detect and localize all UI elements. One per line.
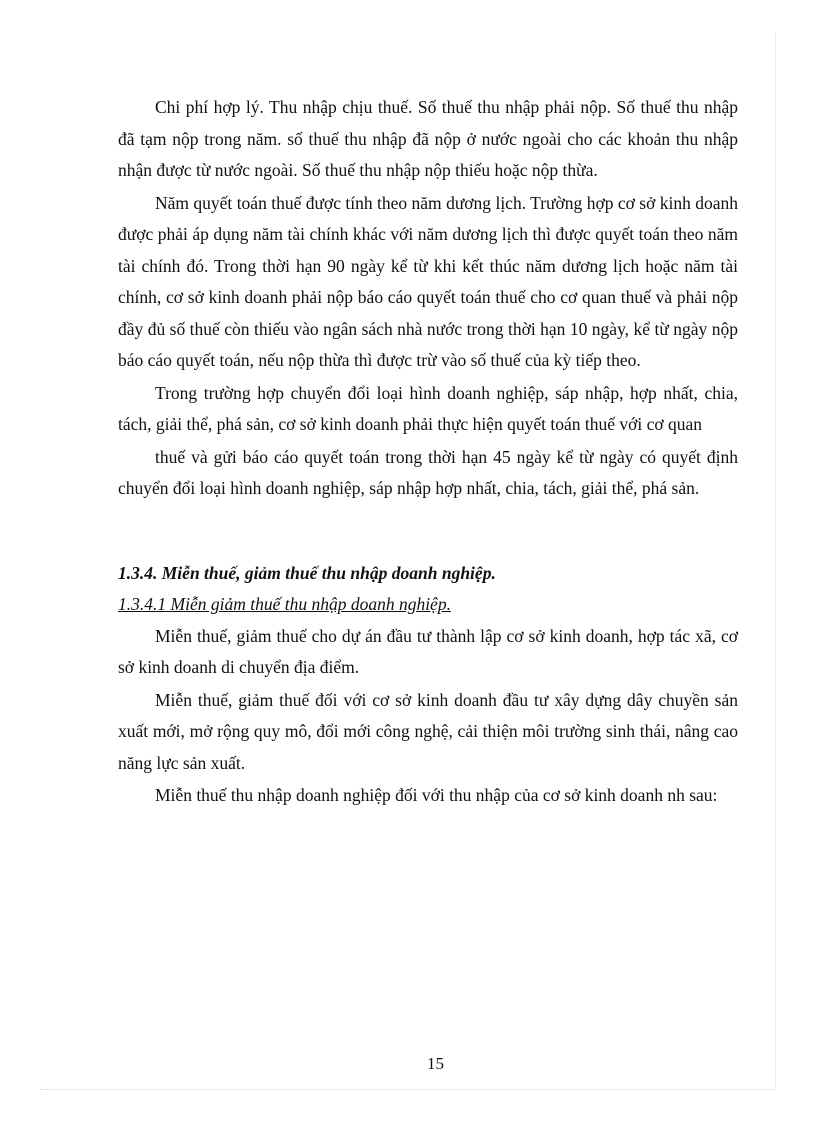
paragraph-tax-items: Chi phí hợp lý. Thu nhập chịu thuế. Số thuế thu nhập phải nộp. Số thuế thu nhập đã tạm nộp trong năm. số thuế thu nhập đã nộp ở nước ngoài cho các khoản thu nhập nhận được từ nước ngoài. Số thuế thu nhập nộp thiếu hoặc nộp thừa.	[118, 97, 738, 180]
paragraph-restructuring-continued: thuế và gửi báo cáo quyết toán trong thời hạn 45 ngày kể từ ngày có quyết định chuyển đổi loại hình doanh nghiệp, sáp nhập hợp nhất, chia, tách, giải thể, phá sản.	[118, 446, 738, 498]
subsection-heading: 1.3.4.1 Miễn giảm thuế thu nhập doanh nghiệp.	[118, 594, 451, 614]
section-heading: 1.3.4. Miễn thuế, giảm thuế thu nhập doanh nghiệp.	[118, 562, 496, 583]
paragraph-tax-year: Năm quyết toán thuế được tính theo năm dương lịch. Trường hợp cơ sở kinh doanh được phải áp dụng năm tài chính khác với năm dương lịch thì được quyết toán theo năm tài chính đó. Trong thời hạn 90 ngày kể từ khi kết thúc năm dương lịch hoặc năm tài chính, cơ sở kinh doanh phải nộp báo cáo quyết toán thuế cho cơ quan thuế và phải nộp đầy đủ số thuế còn thiếu vào ngân sách nhà nước trong thời hạn 10 ngày, kể từ ngày nộp báo cáo quyết toán, nếu nộp thừa thì được trừ vào số thuế của kỳ tiếp theo.	[118, 192, 738, 370]
paragraph-exemption-new-investment: Miễn thuế, giảm thuế cho dự án đầu tư thành lập cơ sở kinh doanh, hợp tác xã, cơ sở kinh doanh di chuyển địa điểm.	[118, 625, 738, 677]
page-number: 15	[427, 1054, 444, 1073]
paragraph-exemption-income: Miễn thuế thu nhập doanh nghiệp đối với thu nhập của cơ sở kinh doanh nh sau:	[155, 785, 718, 805]
paragraph-exemption-expansion: Miễn thuế, giảm thuế đối với cơ sở kinh doanh đầu tư xây dựng dây chuyền sản xuất mới, mở rộng quy mô, đổi mới công nghệ, cải thiện môi trường sinh thái, nâng cao năng lực sản xuất.	[118, 689, 738, 773]
paragraph-restructuring: Trong trường hợp chuyển đổi loại hình doanh nghiệp, sáp nhập, hợp nhất, chia, tách, giải thể, phá sản, cơ sở kinh doanh phải thực hiện quyết toán thuế với cơ quan	[118, 382, 738, 434]
document-body	[118, 92, 738, 813]
